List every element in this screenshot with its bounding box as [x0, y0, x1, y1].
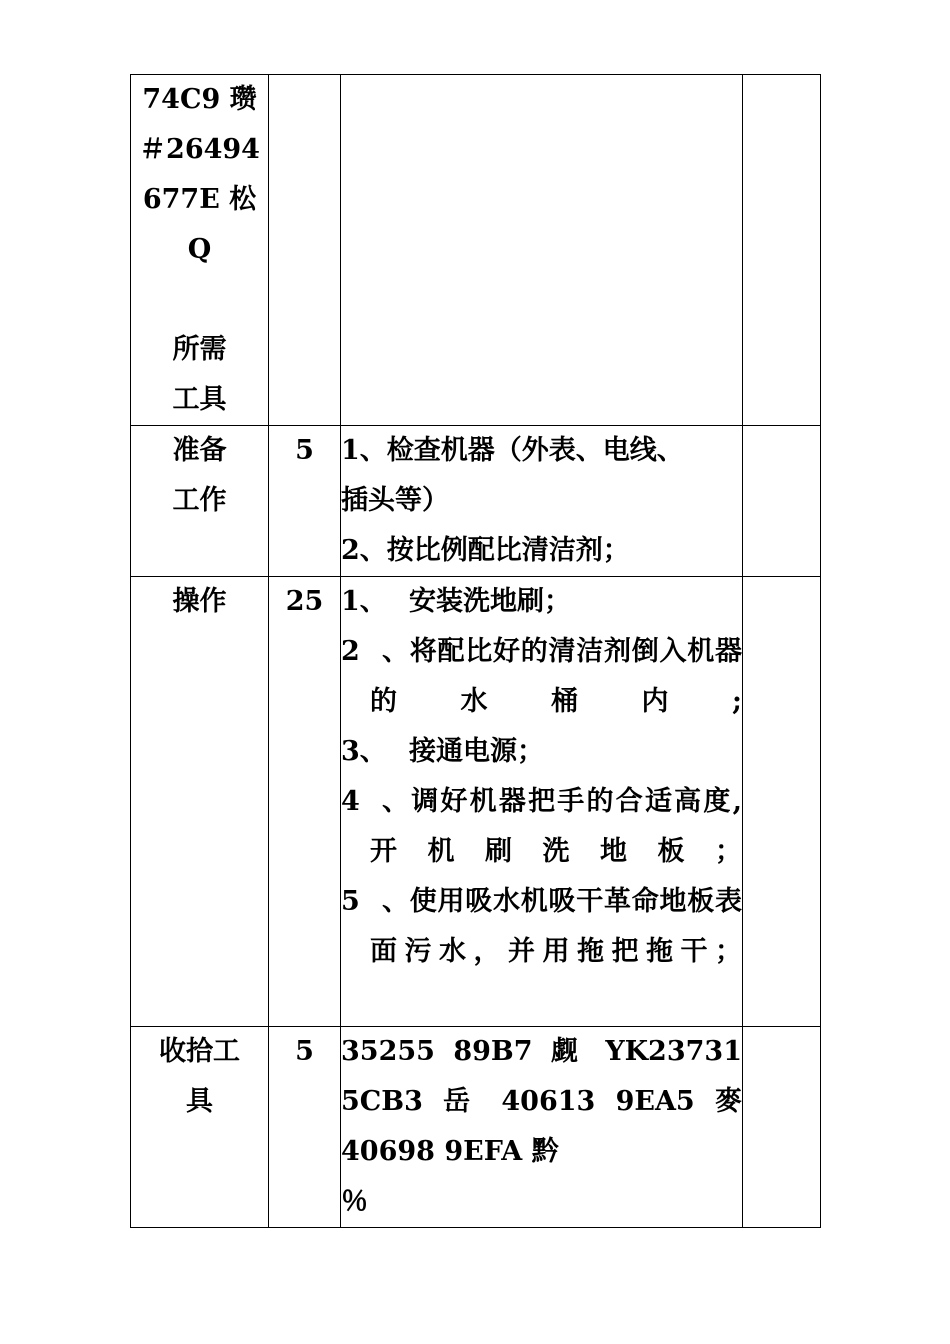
step-text: 调好机器把手的合适高度,开机刷洗地板； — [370, 786, 742, 867]
score-cell — [269, 75, 341, 426]
score-value: 5 — [295, 1036, 314, 1067]
content-cell — [341, 1027, 743, 1228]
row-label-spacer — [131, 275, 268, 325]
step-item — [341, 577, 742, 627]
table-row — [131, 577, 821, 1027]
step-text: 使用吸水机吸干革命地板表面污水，并用拖把拖干； — [370, 886, 742, 967]
content-line: ％ — [341, 1186, 368, 1217]
content-cell — [341, 577, 743, 1027]
procedure-table — [130, 74, 821, 1228]
remark-cell — [743, 1027, 821, 1228]
content-line: 35255 89B7 觑 YK23731 — [341, 1036, 742, 1067]
row-label-line: 收拾工 — [159, 1036, 240, 1067]
content-line: 5CB3 岳 40613 9EA5 麥 — [341, 1086, 742, 1117]
content-cell — [341, 426, 743, 577]
step-number: 2、 — [341, 636, 409, 667]
row-label-line: ＃26494 — [139, 134, 260, 165]
row-label-line: 操作 — [172, 586, 227, 617]
content-line: 40698 9EFA 黔 — [341, 1136, 559, 1167]
step-item — [341, 877, 742, 977]
row-label-line: 工作 — [172, 485, 227, 516]
step-number: 4、 — [341, 786, 409, 817]
table-row — [131, 75, 821, 426]
remark-cell — [743, 426, 821, 577]
table-row — [131, 1027, 821, 1228]
step-number: 1、 — [341, 586, 387, 617]
row-label-line: Q — [187, 234, 212, 265]
score-cell — [269, 426, 341, 577]
step-text: 将配比好的清洁剂倒入机器的水桶内; — [370, 636, 742, 717]
step-item — [341, 777, 742, 877]
row-label-line: 工具 — [172, 384, 227, 415]
score-value: 25 — [285, 586, 324, 617]
content-line: 2、按比例配比清洁剂； — [341, 535, 630, 566]
step-text: 接通电源； — [409, 736, 544, 767]
remark-cell — [743, 577, 821, 1027]
step-number: 3、 — [341, 736, 387, 767]
score-cell — [269, 1027, 341, 1228]
remark-cell — [743, 75, 821, 426]
row-label-line: 74C9 瓒 — [142, 84, 257, 115]
row-label-cell — [131, 1027, 269, 1228]
content-cell — [341, 75, 743, 426]
row-label-line: 677E 松 — [142, 184, 257, 215]
content-line: 插头等） — [341, 485, 449, 516]
row-label-line: 具 — [186, 1086, 213, 1117]
step-item — [341, 727, 742, 777]
row-label-cell — [131, 75, 269, 426]
table-row — [131, 426, 821, 577]
row-label-line: 所需 — [172, 334, 227, 365]
step-number: 5、 — [341, 886, 409, 917]
score-cell — [269, 577, 341, 1027]
row-label-cell — [131, 426, 269, 577]
content-line: 1、检查机器（外表、电线、 — [341, 435, 684, 466]
row-label-cell — [131, 577, 269, 1027]
row-label-line: 准备 — [172, 435, 227, 466]
step-text: 安装洗地刷； — [409, 586, 571, 617]
score-value: 5 — [295, 435, 314, 466]
step-item — [341, 627, 742, 727]
